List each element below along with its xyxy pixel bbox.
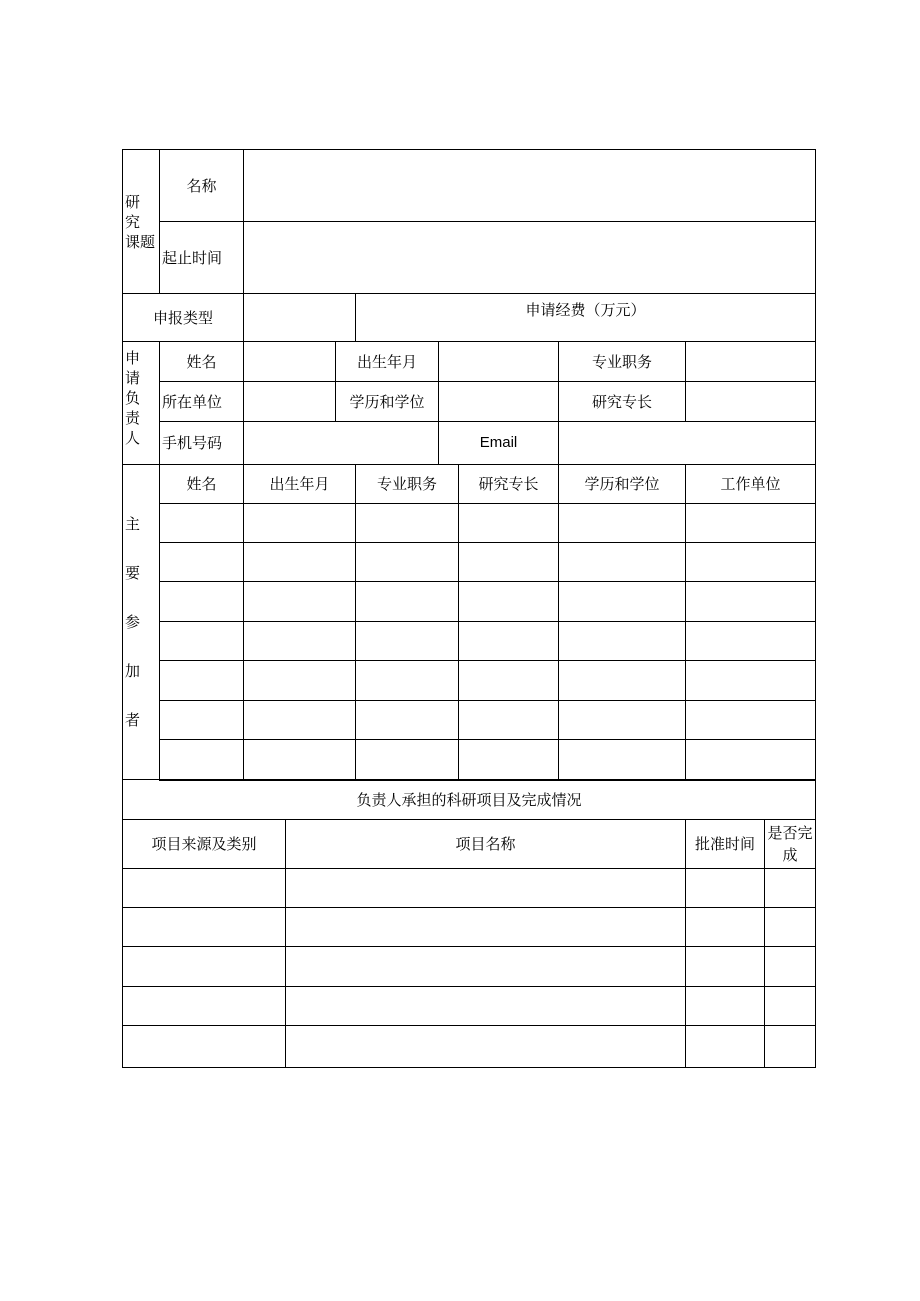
- participant-cell[interactable]: [685, 621, 816, 661]
- topic-name-label: 名称: [159, 149, 244, 222]
- participant-cell[interactable]: [685, 503, 816, 543]
- participant-cell[interactable]: [243, 660, 356, 701]
- participants-group-char: 主: [125, 514, 141, 533]
- project-cell[interactable]: [685, 986, 765, 1026]
- participant-cell[interactable]: [243, 503, 356, 543]
- participant-cell[interactable]: [355, 700, 459, 740]
- project-cell[interactable]: [685, 868, 765, 908]
- participant-cell[interactable]: [458, 581, 559, 622]
- participant-cell[interactable]: [355, 660, 459, 701]
- project-cell[interactable]: [285, 868, 686, 908]
- participant-cell[interactable]: [558, 700, 686, 740]
- projects-header-completed: 是否完 成: [764, 819, 816, 869]
- project-cell[interactable]: [685, 1025, 765, 1068]
- project-cell[interactable]: [685, 946, 765, 987]
- participant-cell[interactable]: [458, 700, 559, 740]
- application-type-field[interactable]: [243, 293, 356, 342]
- project-cell[interactable]: [764, 986, 816, 1026]
- projects-header-name: 项目名称: [285, 819, 686, 869]
- participant-cell[interactable]: [458, 542, 559, 582]
- research-topic-group-label: 研 究 课题: [122, 149, 160, 294]
- participant-cell[interactable]: [355, 621, 459, 661]
- applicant-unit-field[interactable]: [243, 381, 336, 422]
- applicant-email-label: Email: [438, 421, 559, 465]
- applicant-title-label: 专业职务: [558, 341, 686, 382]
- participant-cell[interactable]: [243, 542, 356, 582]
- applicant-name-label: 姓名: [159, 341, 244, 382]
- participant-cell[interactable]: [685, 581, 816, 622]
- projects-header-date: 批准时间: [685, 819, 765, 869]
- application-type-label: 申报类型: [122, 293, 244, 342]
- participant-cell[interactable]: [159, 700, 244, 740]
- participant-cell[interactable]: [558, 581, 686, 622]
- participant-cell[interactable]: [558, 621, 686, 661]
- project-cell[interactable]: [764, 1025, 816, 1068]
- topic-period-field[interactable]: [243, 221, 816, 294]
- participant-cell[interactable]: [159, 503, 244, 543]
- applicant-phone-field[interactable]: [243, 421, 439, 465]
- projects-header-source: 项目来源及类别: [122, 819, 286, 869]
- participant-cell[interactable]: [355, 542, 459, 582]
- project-cell[interactable]: [122, 946, 286, 987]
- project-cell[interactable]: [285, 946, 686, 987]
- topic-period-label: 起止时间: [159, 221, 244, 294]
- participants-header-specialty: 研究专长: [458, 464, 559, 504]
- applicant-title-field[interactable]: [685, 341, 816, 382]
- applicant-email-field[interactable]: [558, 421, 816, 465]
- participant-cell[interactable]: [458, 660, 559, 701]
- participants-group-char: 要: [125, 563, 141, 582]
- applicant-unit-label: 所在单位: [159, 381, 244, 422]
- participant-cell[interactable]: [458, 503, 559, 543]
- applicant-specialty-label: 研究专长: [558, 381, 686, 422]
- requested-funds-label: 申请经费（万元）: [355, 293, 816, 342]
- project-cell[interactable]: [764, 868, 816, 908]
- participant-cell[interactable]: [685, 700, 816, 740]
- project-cell[interactable]: [122, 868, 286, 908]
- participant-cell[interactable]: [159, 739, 244, 781]
- project-cell[interactable]: [285, 907, 686, 947]
- participant-cell[interactable]: [685, 739, 816, 781]
- participants-header-name: 姓名: [159, 464, 244, 504]
- participant-cell[interactable]: [159, 621, 244, 661]
- participant-cell[interactable]: [159, 660, 244, 701]
- participant-cell[interactable]: [685, 542, 816, 582]
- project-cell[interactable]: [285, 986, 686, 1026]
- participants-header-birth: 出生年月: [243, 464, 356, 504]
- participant-cell[interactable]: [243, 621, 356, 661]
- project-cell[interactable]: [122, 1025, 286, 1068]
- project-cell[interactable]: [764, 946, 816, 987]
- participant-cell[interactable]: [458, 739, 559, 781]
- applicant-degree-label: 学历和学位: [335, 381, 439, 422]
- project-cell[interactable]: [122, 986, 286, 1026]
- applicant-specialty-field[interactable]: [685, 381, 816, 422]
- applicant-group-label: 申 请 负 责 人: [122, 341, 160, 465]
- participant-cell[interactable]: [558, 660, 686, 701]
- participant-cell[interactable]: [355, 581, 459, 622]
- applicant-phone-label: 手机号码: [159, 421, 244, 465]
- project-cell[interactable]: [285, 1025, 686, 1068]
- participants-group-char: 加: [125, 661, 141, 680]
- participant-cell[interactable]: [159, 542, 244, 582]
- applicant-birth-field[interactable]: [438, 341, 559, 382]
- project-cell[interactable]: [764, 907, 816, 947]
- participants-group-char: 者: [125, 710, 141, 729]
- participant-cell[interactable]: [159, 581, 244, 622]
- participants-header-unit: 工作单位: [685, 464, 816, 504]
- applicant-birth-label: 出生年月: [335, 341, 439, 382]
- project-cell[interactable]: [685, 907, 765, 947]
- applicant-degree-field[interactable]: [438, 381, 559, 422]
- participants-group-char: 参: [125, 612, 141, 631]
- projects-section-title: 负责人承担的科研项目及完成情况: [122, 779, 816, 820]
- participant-cell[interactable]: [458, 621, 559, 661]
- participant-cell[interactable]: [355, 739, 459, 781]
- participants-header-title: 专业职务: [355, 464, 459, 504]
- participants-header-degree: 学历和学位: [558, 464, 686, 504]
- participant-cell[interactable]: [685, 660, 816, 701]
- applicant-name-field[interactable]: [243, 341, 336, 382]
- participant-cell[interactable]: [243, 739, 356, 781]
- topic-name-field[interactable]: [243, 149, 816, 222]
- participant-cell[interactable]: [355, 503, 459, 543]
- participants-group-label: [122, 464, 160, 780]
- participant-cell[interactable]: [558, 503, 686, 543]
- participant-cell[interactable]: [243, 581, 356, 622]
- participant-cell[interactable]: [243, 700, 356, 740]
- participant-cell[interactable]: [558, 542, 686, 582]
- project-cell[interactable]: [122, 907, 286, 947]
- participant-cell[interactable]: [558, 739, 686, 781]
